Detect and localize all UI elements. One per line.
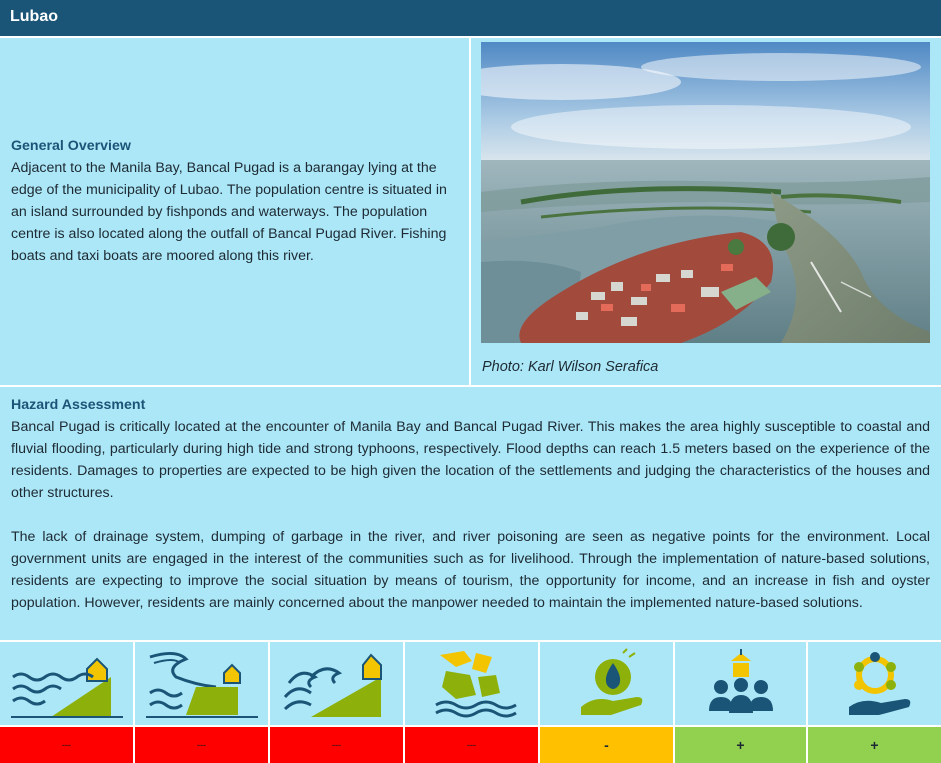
governance-community-icon [685, 647, 797, 719]
storm-surge-icon [281, 647, 393, 719]
governance-community-cell [675, 642, 806, 725]
photo-caption: Photo: Karl Wilson Serafica [482, 359, 659, 375]
hazard-content [11, 394, 930, 614]
rating-value: --- [62, 740, 71, 750]
rating-cell [540, 727, 673, 763]
title-bar [0, 0, 941, 36]
fluvial-flood-icon [146, 647, 258, 719]
rating-value: - [604, 737, 609, 753]
social-cohesion-cell [808, 642, 941, 725]
coastal-flood-icon [11, 647, 123, 719]
water-resource-icon [551, 647, 663, 719]
indicator-rating-row [0, 727, 941, 763]
waste-pollution-icon [416, 647, 528, 719]
hazard-panel [0, 387, 941, 640]
indicator-icon-row [0, 642, 941, 725]
rating-value: --- [332, 740, 341, 750]
social-cohesion-icon [819, 647, 931, 719]
storm-surge-cell [270, 642, 403, 725]
hazard-heading: Hazard Assessment [11, 397, 146, 413]
aerial-photo-illustration [481, 42, 930, 343]
rating-value: --- [467, 740, 476, 750]
aerial-photo [481, 42, 930, 343]
overview-panel [0, 38, 469, 385]
rating-cell [0, 727, 133, 763]
hazard-paragraph-1: Bancal Pugad is critically located at the encounter of Manila Bay and Bancal Pugad River. This makes the area highly susceptible to coastal and fluvial flooding, particularly during high tide and strong typhoons, respectively. Flood depths can reach 1.5 meters based on the experience of the residents. Damages to properties are expected to be high given the location of the settlements and judging the characteristics of the houses and other structures. [11, 419, 930, 501]
rating-cell [270, 727, 403, 763]
overview-body: Adjacent to the Manila Bay, Bancal Pugad is a barangay lying at the edge of the municipality of Lubao. The population centre is situated in an island surrounded by fishponds and waterways. The population centre is also located along the outfall of Bancal Pugad River. Fishing boats and taxi boats are moored along this river. [11, 160, 447, 264]
rating-value: + [736, 737, 745, 753]
fluvial-flood-cell [135, 642, 268, 725]
rating-cell [675, 727, 806, 763]
rating-value: --- [197, 740, 206, 750]
waste-pollution-cell [405, 642, 538, 725]
rating-cell [135, 727, 268, 763]
water-resource-cell [540, 642, 673, 725]
coastal-flood-cell [0, 642, 133, 725]
photo-panel [471, 38, 941, 385]
rating-cell [405, 727, 538, 763]
page-title: Lubao [10, 8, 58, 25]
overview-content [11, 135, 459, 267]
overview-heading: General Overview [11, 138, 131, 154]
rating-value: + [870, 737, 879, 753]
hazard-paragraph-2: The lack of drainage system, dumping of garbage in the river, and river poisoning are seen as negative points for the environment. Local government units are engaged in the interest of the communities such as for livelihood. Through the implementation of nature-based solutions, residents are expecting to improve the social situation by means of tourism, the opportunity for income, and an increase in fish and oyster population. However, residents are mainly concerned about the manpower needed to maintain the implemented nature-based solutions. [11, 529, 930, 611]
rating-cell [808, 727, 941, 763]
